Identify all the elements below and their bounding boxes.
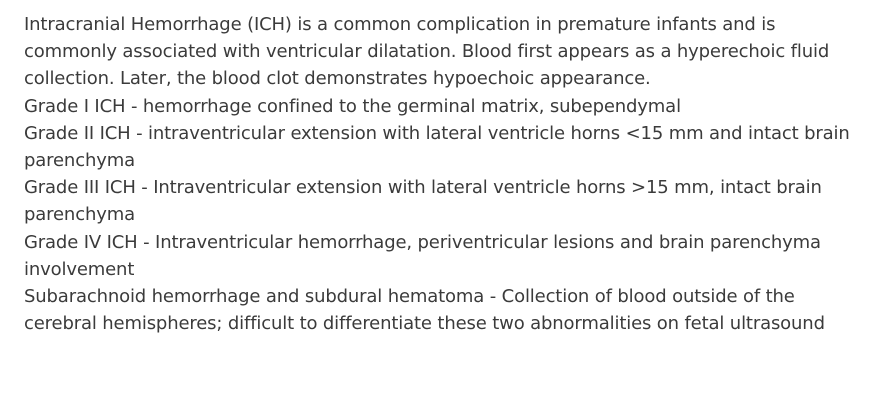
grade-3-line: Grade III ICH - Intraventricular extension with lateral ventricle horns >15 mm, intact brain parenchyma <box>24 177 822 226</box>
grade-2-line: Grade II ICH - intraventricular extension with lateral ventricle horns <15 mm and intact brain parenchyma <box>24 122 850 172</box>
grade-4-line: Grade IV ICH - Intraventricular hemorrhage, periventricular lesions and brain parenchyma involvement <box>24 231 821 280</box>
grade-1-line: Grade I ICH - hemorrhage confined to the germinal matrix, subependymal <box>24 95 681 117</box>
intro-paragraph: Intracranial Hemorrhage (ICH) is a common complication in premature infants and is commonly associated with ventricular dilatation. Blood first appears as a hyperechoic fluid collection. Later, the blood clot demonstrates hypoechoic appearance. <box>24 14 830 90</box>
subarachnoid-subdural-line: Subarachnoid hemorrhage and subdural hematoma - Collection of blood outside of the cerebral hemispheres; difficult to differentiate these two abnormalities on fetal ultrasound <box>24 286 825 335</box>
